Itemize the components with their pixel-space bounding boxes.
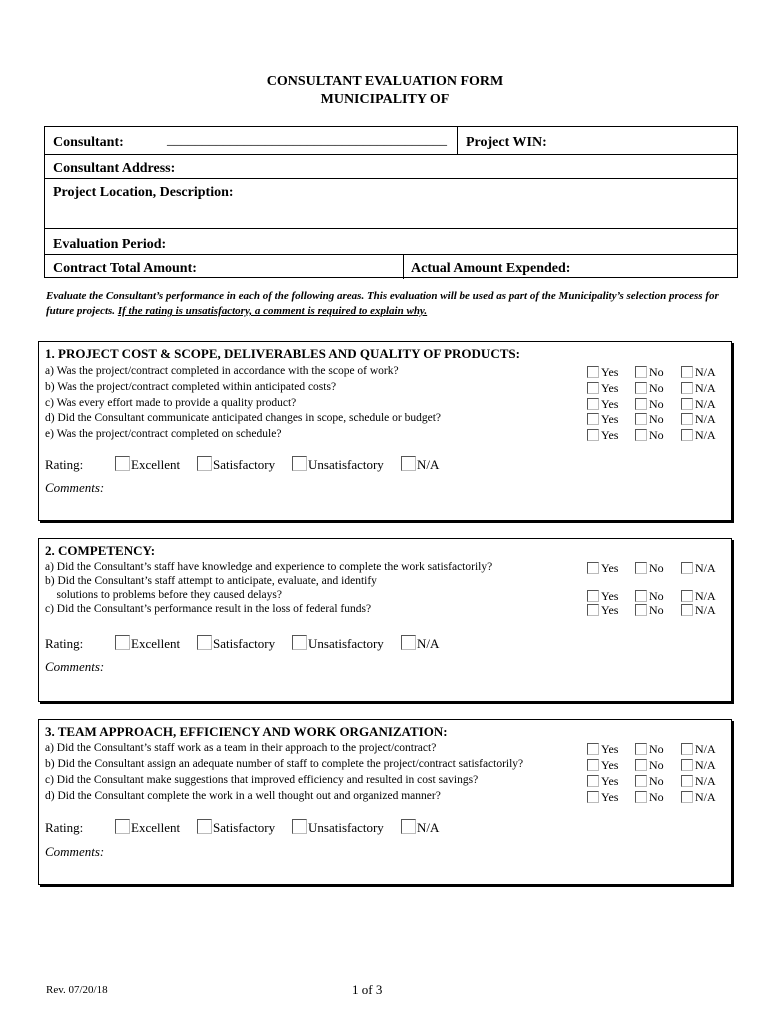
section-title: 1. PROJECT COST & SCOPE, DELIVERABLES AND QUALITY OF PRODUCTS: [45,346,520,361]
yes-checkbox[interactable] [587,590,599,602]
question-1d: d) Did the Consultant communicate anticipated changes in scope, schedule or budget? [45,412,441,424]
yes-checkbox[interactable] [587,791,599,803]
section-title: 3. TEAM APPROACH, EFFICIENCY AND WORK ORGANIZATION: [45,724,448,739]
rating-satisfactory-label: Satisfactory [213,636,276,651]
no-label: No [649,603,664,617]
yes-label: Yes [601,589,619,603]
na-label: N/A [695,412,716,426]
na-checkbox[interactable] [681,775,693,787]
comments-label: Comments: [45,844,105,859]
period-row[interactable] [45,229,737,255]
rating-unsatisfactory-checkbox[interactable] [292,456,307,471]
rating-unsatisfactory-label: Unsatisfactory [308,820,384,835]
no-label: No [649,758,664,772]
no-checkbox[interactable] [635,743,647,755]
no-label: No [649,412,664,426]
na-checkbox[interactable] [681,604,693,616]
yes-checkbox[interactable] [587,759,599,771]
location-label: Project Location, Description: [53,185,234,200]
yes-checkbox[interactable] [587,743,599,755]
na-checkbox[interactable] [681,791,693,803]
yes-label: Yes [601,774,619,788]
yes-checkbox[interactable] [587,429,599,441]
no-label: No [649,381,664,395]
yes-checkbox[interactable] [587,413,599,425]
question-2b: b) Did the Consultant’s staff attempt to anticipate, evaluate, and identify [45,575,377,587]
rating-unsatisfactory-label: Unsatisfactory [308,457,384,472]
no-checkbox[interactable] [635,382,647,394]
question-1e: e) Was the project/contract completed on schedule? [45,428,282,440]
no-label: No [649,365,664,379]
rating-satisfactory-checkbox[interactable] [197,456,212,471]
question-2b-cont: solutions to problems before they caused delays? [45,589,282,601]
question-3c: c) Did the Consultant make suggestions that improved efficiency and resulted in cost savings? [45,774,479,786]
na-label: N/A [695,365,716,379]
no-checkbox[interactable] [635,775,647,787]
rating-satisfactory-label: Satisfactory [213,820,276,835]
actual-amount-label: Actual Amount Expended: [411,261,571,276]
page-number: 1 of 3 [352,982,383,997]
na-label: N/A [695,790,716,804]
location-row[interactable] [45,179,737,229]
yes-checkbox[interactable] [587,382,599,394]
no-label: No [649,790,664,804]
no-label: No [649,774,664,788]
rating-excellent-checkbox[interactable] [115,456,130,471]
rating-na-checkbox[interactable] [401,635,416,650]
question-2a: a) Did the Consultant’s staff have knowledge and experience to complete the work satisfactorily? [45,561,493,573]
na-checkbox[interactable] [681,366,693,378]
rating-excellent-label: Excellent [131,636,181,651]
na-label: N/A [695,589,716,603]
na-label: N/A [695,774,716,788]
no-checkbox[interactable] [635,791,647,803]
section-2 [38,538,732,702]
address-row[interactable] [45,155,737,179]
yes-label: Yes [601,758,619,772]
no-checkbox[interactable] [635,366,647,378]
yes-label: Yes [601,603,619,617]
na-label: N/A [695,561,716,575]
yes-checkbox[interactable] [587,562,599,574]
no-checkbox[interactable] [635,604,647,616]
question-2c: c) Did the Consultant’s performance result in the loss of federal funds? [45,603,372,615]
form-title: CONSULTANT EVALUATION FORM [266,74,504,89]
question-3d: d) Did the Consultant complete the work in a well thought out and organized manner? [45,790,441,802]
consultant-row [45,127,737,155]
na-checkbox[interactable] [681,382,693,394]
address-label: Consultant Address: [53,161,176,176]
no-checkbox[interactable] [635,429,647,441]
instructions-text: Evaluate the Consultant’s performance in each of the following areas. This evaluation will be used as part of the Municipality’s selection process for future projects. [46,290,719,317]
rating-unsatisfactory-checkbox[interactable] [292,635,307,650]
yes-label: Yes [601,428,619,442]
na-checkbox[interactable] [681,759,693,771]
rating-excellent-checkbox[interactable] [115,635,130,650]
rating-label: Rating: [45,820,84,835]
divider [457,127,458,155]
rating-satisfactory-label: Satisfactory [213,457,276,472]
project-win-label: Project WIN: [466,135,547,150]
municipality-title: MUNICIPALITY OF [320,92,450,107]
amount-row [45,255,737,279]
no-label: No [649,589,664,603]
na-label: N/A [695,603,716,617]
rating-excellent-label: Excellent [131,820,181,835]
no-checkbox[interactable] [635,413,647,425]
rating-label: Rating: [45,636,84,651]
no-checkbox[interactable] [635,562,647,574]
na-checkbox[interactable] [681,429,693,441]
yes-label: Yes [601,381,619,395]
rating-na-label: N/A [417,457,440,472]
rating-unsatisfactory-label: Unsatisfactory [308,636,384,651]
na-label: N/A [695,428,716,442]
comments-label: Comments: [45,480,105,495]
yes-checkbox[interactable] [587,398,599,410]
section-1 [38,341,732,521]
question-1a: a) Was the project/contract completed in accordance with the scope of work? [45,365,399,377]
rating-na-label: N/A [417,636,440,651]
na-label: N/A [695,397,716,411]
yes-label: Yes [601,790,619,804]
period-label: Evaluation Period: [53,237,167,252]
rating-satisfactory-checkbox[interactable] [197,819,212,834]
rating-excellent-label: Excellent [131,457,181,472]
question-3a: a) Did the Consultant’s staff work as a team in their approach to the project/contract? [45,742,437,754]
na-checkbox[interactable] [681,562,693,574]
section-3 [38,719,732,885]
rating-na-label: N/A [417,820,440,835]
question-1b: b) Was the project/contract completed within anticipated costs? [45,381,337,393]
yes-checkbox[interactable] [587,604,599,616]
yes-checkbox[interactable] [587,775,599,787]
comments-label: Comments: [45,659,105,674]
yes-label: Yes [601,365,619,379]
no-label: No [649,742,664,756]
question-3b: b) Did the Consultant assign an adequate number of staff to complete the project/contract satisfactorily? [45,758,524,770]
rating-na-checkbox[interactable] [401,819,416,834]
rating-label: Rating: [45,457,84,472]
no-checkbox[interactable] [635,398,647,410]
na-checkbox[interactable] [681,743,693,755]
na-label: N/A [695,742,716,756]
contract-amount-label: Contract Total Amount: [53,261,197,276]
na-checkbox[interactable] [681,590,693,602]
divider [403,255,404,279]
na-checkbox[interactable] [681,413,693,425]
question-1c: c) Was every effort made to provide a quality product? [45,397,297,409]
no-checkbox[interactable] [635,590,647,602]
na-label: N/A [695,381,716,395]
no-label: No [649,561,664,575]
rating-excellent-checkbox[interactable] [115,819,130,834]
rating-satisfactory-checkbox[interactable] [197,635,212,650]
na-label: N/A [695,758,716,772]
header-table [44,126,738,278]
revision-date: Rev. 07/20/18 [46,984,108,996]
section-title: 2. COMPETENCY: [45,543,156,558]
no-checkbox[interactable] [635,759,647,771]
instructions [46,289,736,319]
na-checkbox[interactable] [681,398,693,410]
no-label: No [649,428,664,442]
rating-unsatisfactory-checkbox[interactable] [292,819,307,834]
yes-label: Yes [601,412,619,426]
yes-label: Yes [601,742,619,756]
rating-na-checkbox[interactable] [401,456,416,471]
consultant-label: Consultant: [53,135,124,150]
yes-label: Yes [601,561,619,575]
yes-label: Yes [601,397,619,411]
yes-checkbox[interactable] [587,366,599,378]
consultant-field[interactable]: ________________________________________ [167,133,447,148]
no-label: No [649,397,664,411]
instructions-underlined: If the rating is unsatisfactory, a comment is required to explain why. [117,305,428,317]
